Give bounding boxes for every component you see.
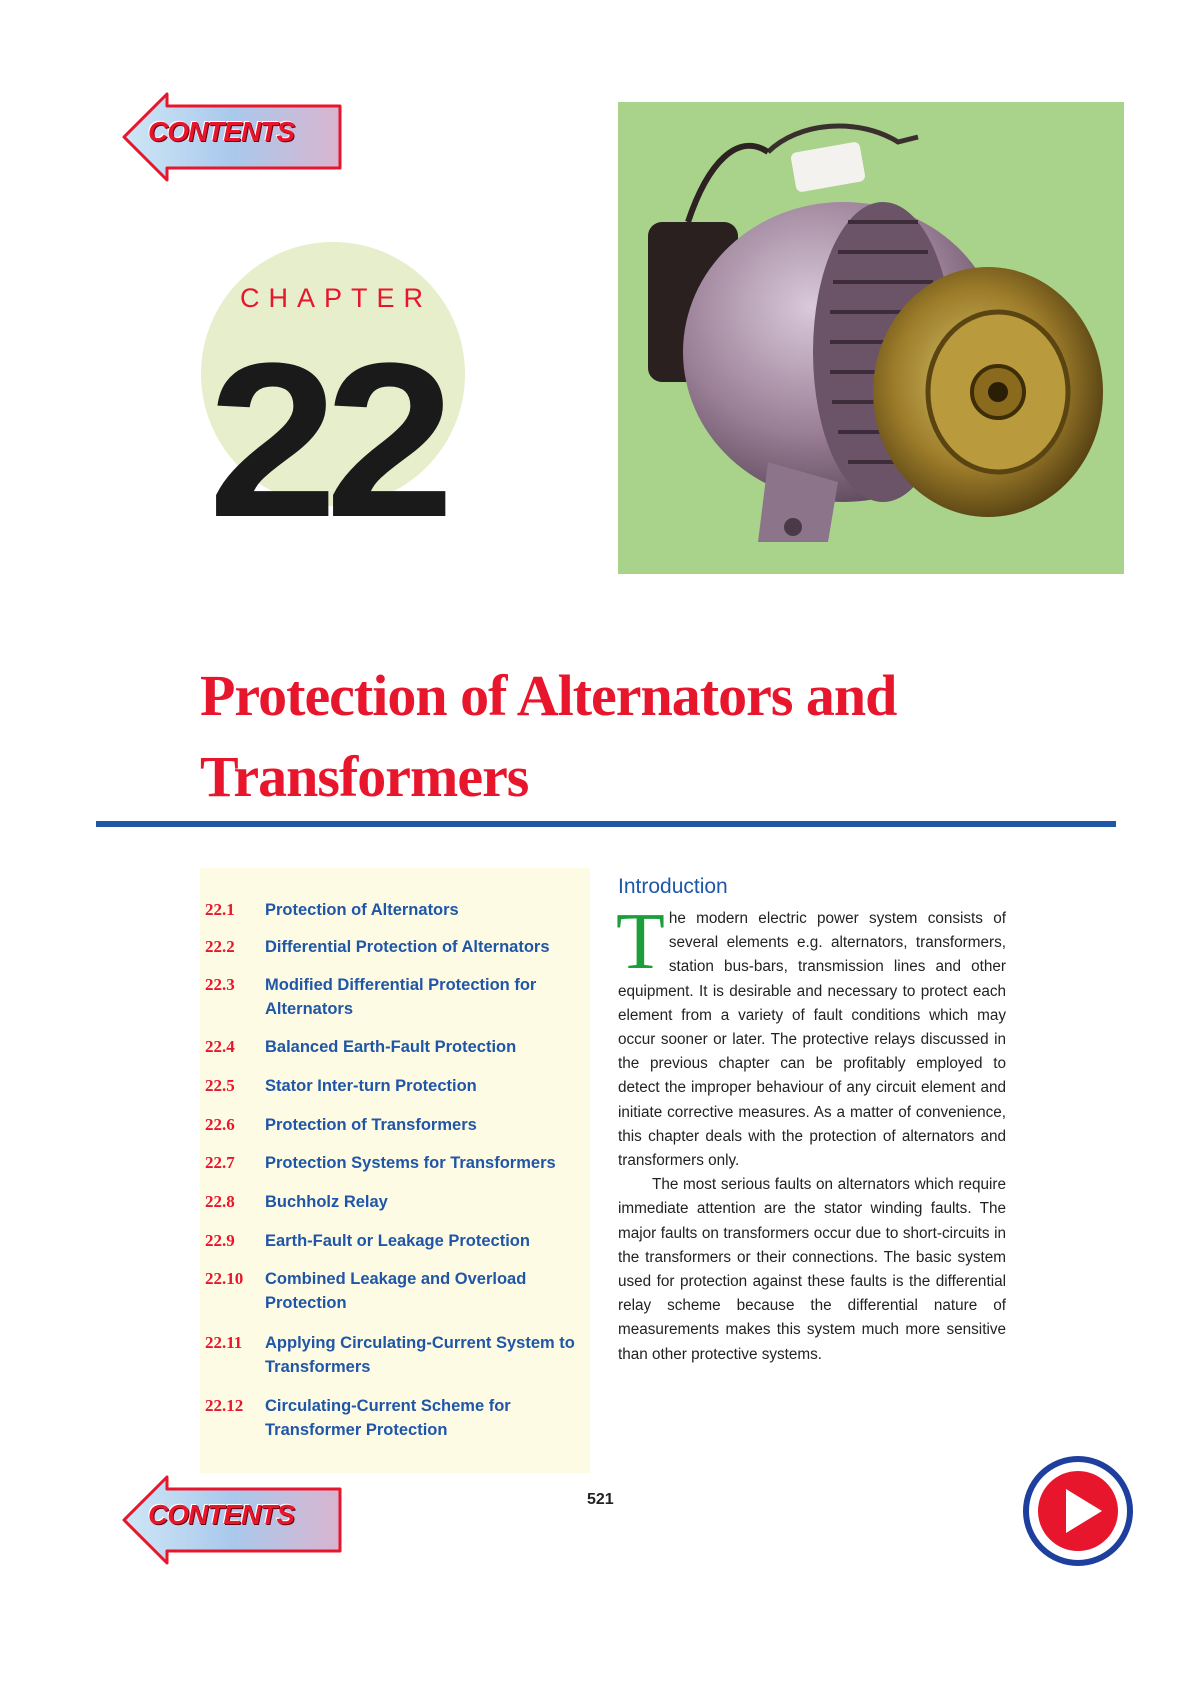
outline-item[interactable] <box>200 935 590 959</box>
chapter-number: 22 <box>208 317 442 563</box>
contents-button-bottom[interactable] <box>122 1475 342 1565</box>
outline-label: Modified Differential Protection for Alternators <box>265 976 537 1018</box>
outline-number: 22.12 <box>205 1396 244 1415</box>
alternator-image <box>618 102 1124 574</box>
outline-number: 22.11 <box>205 1333 243 1352</box>
outline-number: 22.1 <box>205 900 235 919</box>
chapter-title <box>200 655 1100 817</box>
chapter-outline <box>200 868 590 1473</box>
outline-item[interactable] <box>200 1074 590 1098</box>
outline-label: Protection of Transformers <box>265 1116 477 1134</box>
outline-item[interactable] <box>200 898 590 922</box>
introduction-paragraph-2: The most serious faults on alternators which require immediate attention are the stator winding faults. The major faults on transformers occur due to short-circuits in the transformers or their connections. The basic system used for protection against these faults is the differential relay scheme because the differential nature of measurements makes this system much more sensitive than other protective systems. <box>618 1176 1006 1363</box>
outline-label: Protection of Alternators <box>265 901 459 919</box>
outline-number: 22.4 <box>205 1037 235 1056</box>
outline-number: 22.10 <box>205 1269 244 1288</box>
introduction-body <box>616 898 1006 1367</box>
outline-label: Stator Inter-turn Protection <box>265 1077 477 1095</box>
drop-cap: T <box>616 898 665 986</box>
outline-item[interactable] <box>200 1267 590 1315</box>
chapter-title-line2: Transformers <box>200 744 529 809</box>
outline-number: 22.2 <box>205 937 235 956</box>
alternator-photo <box>618 102 1124 574</box>
outline-label: Buchholz Relay <box>265 1193 388 1211</box>
outline-item[interactable] <box>200 1190 590 1214</box>
introduction-heading: Introduction <box>618 875 728 898</box>
outline-number: 22.3 <box>205 975 235 994</box>
outline-label: Differential Protection of Alternators <box>265 938 550 956</box>
contents-button-top[interactable] <box>122 92 342 182</box>
next-page-button[interactable] <box>1022 1455 1134 1567</box>
contents-label: CONTENTS <box>148 1499 294 1530</box>
outline-item[interactable] <box>200 1394 590 1442</box>
chapter-title-line1: Protection of Alternators and <box>200 663 897 728</box>
title-divider <box>96 821 1116 827</box>
outline-number: 22.5 <box>205 1076 235 1095</box>
outline-item[interactable] <box>200 1229 590 1253</box>
introduction-paragraph-1 <box>616 898 1006 1173</box>
page-number: 521 <box>587 1491 614 1508</box>
outline-label: Combined Leakage and Overload Protection <box>265 1270 527 1312</box>
outline-label: Applying Circulating-Current System to Transformers <box>265 1334 575 1376</box>
outline-item[interactable] <box>200 1331 590 1379</box>
outline-number: 22.8 <box>205 1192 235 1211</box>
play-next-icon <box>1022 1455 1134 1567</box>
outline-label: Circulating-Current Scheme for Transformer Protection <box>265 1397 511 1439</box>
outline-item[interactable] <box>200 1113 590 1137</box>
outline-number: 22.6 <box>205 1115 235 1134</box>
chapter-label: CHAPTER <box>240 283 433 313</box>
outline-item[interactable] <box>200 1151 590 1175</box>
contents-label: CONTENTS <box>148 116 294 147</box>
outline-number: 22.7 <box>205 1153 235 1172</box>
outline-label: Earth-Fault or Leakage Protection <box>265 1232 530 1250</box>
outline-item[interactable] <box>200 1035 590 1059</box>
outline-label: Protection Systems for Transformers <box>265 1154 556 1172</box>
outline-label: Balanced Earth-Fault Protection <box>265 1038 517 1056</box>
introduction-paragraph-1-text: he modern electric power system consists of several elements e.g. alternators, transformers, station bus-bars, transmission lines and other equipment. It is desirable and necessary to protect each element from a variety of fault conditions which may occur sooner or later. The protective relays discussed in the previous chapter can be profitably employed to detect the improper behaviour of any circuit element and initiate corrective measures. As a matter of convenience, this chapter deals with the protection of alternators and transformers only. <box>618 910 1006 1170</box>
outline-number: 22.9 <box>205 1231 235 1250</box>
outline-item[interactable] <box>200 973 590 1021</box>
